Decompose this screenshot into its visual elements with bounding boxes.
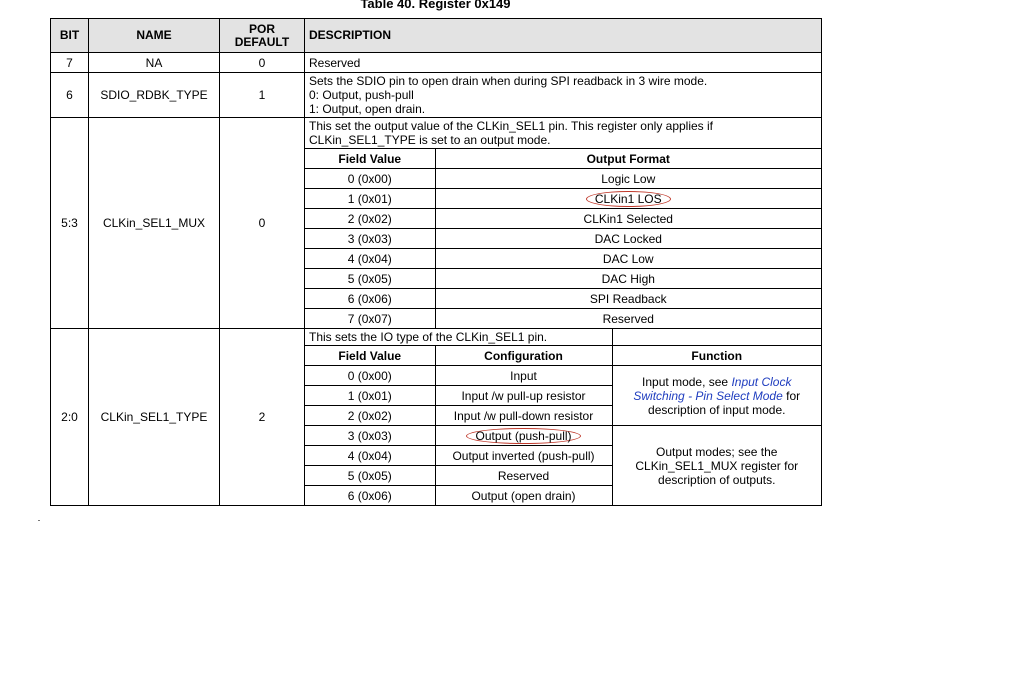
header-por-line1: POR: [248, 21, 275, 36]
field-value: 2 (0x02): [305, 209, 435, 229]
header-row: [51, 19, 822, 53]
bit-cell: 6: [51, 73, 89, 118]
configuration: Output (open drain): [435, 486, 612, 506]
output-format: DAC Locked: [435, 229, 821, 249]
bit-cell: 2:0: [51, 329, 89, 506]
description-cell: [305, 118, 822, 329]
description-line: Sets the SDIO pin to open drain when during SPI readback in 3 wire mode.: [309, 74, 708, 88]
field-value: 5 (0x05): [305, 269, 435, 289]
configuration: Input: [435, 366, 612, 386]
description-cell: [305, 329, 822, 506]
function-input-suffix: for description of input mode.: [648, 388, 801, 417]
por-cell: 0: [220, 118, 305, 329]
subtable-row: [305, 169, 821, 189]
name-cell: CLKin_SEL1_TYPE: [89, 329, 220, 506]
subtable-row: [305, 209, 821, 229]
field-value: 4 (0x04): [305, 249, 435, 269]
description-line: 0: Output, push-pull: [309, 88, 414, 102]
por-cell: 2: [220, 329, 305, 506]
por-cell: 1: [220, 73, 305, 118]
field-value: 6 (0x06): [305, 289, 435, 309]
output-format: Reserved: [435, 309, 821, 329]
subtable-header-row: [305, 149, 821, 169]
function-header: Function: [612, 346, 821, 366]
subtable-row: [305, 366, 821, 386]
configuration-table: [305, 329, 821, 505]
table-caption: Table 40. Register 0x149: [360, 0, 511, 11]
description-intro: This set the output value of the CLKin_SEL1 pin. This register only applies if CLKin_SEL1_TYPE is set to an output mode.: [309, 119, 714, 147]
por-cell: 0: [220, 53, 305, 73]
description-cell: [305, 73, 822, 118]
subtable-row: [305, 289, 821, 309]
circled-annotation: Output (push-pull): [466, 428, 580, 444]
output-format: Logic Low: [435, 169, 821, 189]
output-format: DAC High: [435, 269, 821, 289]
output-format-header: Output Format: [435, 149, 821, 169]
field-value: 0 (0x00): [305, 366, 435, 386]
subtable-row: [305, 229, 821, 249]
configuration: [435, 426, 612, 446]
field-value: 1 (0x01): [305, 386, 435, 406]
field-value: 1 (0x01): [305, 189, 435, 209]
configuration-header: Configuration: [435, 346, 612, 366]
output-format: CLKin1 Selected: [435, 209, 821, 229]
name-cell: SDIO_RDBK_TYPE: [89, 73, 220, 118]
header-bit: BIT: [51, 19, 89, 53]
name-cell: NA: [89, 53, 220, 73]
field-value: 4 (0x04): [305, 446, 435, 466]
subtable-header-row: [305, 346, 821, 366]
header-name: NAME: [89, 19, 220, 53]
bit-cell: 7: [51, 53, 89, 73]
field-value: 3 (0x03): [305, 229, 435, 249]
description-intro: This sets the IO type of the CLKin_SEL1 pin.: [309, 330, 548, 344]
description-line: 1: Output, open drain.: [309, 102, 426, 116]
blank-cell: [612, 329, 821, 346]
field-value-header: Field Value: [305, 149, 435, 169]
function-output-cell: Output modes; see the CLKin_SEL1_MUX register for description of outputs.: [612, 426, 821, 506]
header-por-default: [220, 19, 305, 53]
field-value: 7 (0x07): [305, 309, 435, 329]
subtable-row: [305, 426, 821, 446]
subtable-row: [305, 249, 821, 269]
configuration: Input /w pull-down resistor: [435, 406, 612, 426]
subtable-row: [305, 189, 821, 209]
configuration: Reserved: [435, 466, 612, 486]
header-description: DESCRIPTION: [305, 19, 822, 53]
header-por-line2: DEFAULT: [234, 34, 290, 49]
field-value: 2 (0x02): [305, 406, 435, 426]
table-row: [51, 53, 822, 73]
table-row: [51, 73, 822, 118]
stray-mark: [38, 520, 40, 521]
name-cell: CLKin_SEL1_MUX: [89, 118, 220, 329]
field-value: 0 (0x00): [305, 169, 435, 189]
output-format-table: [305, 118, 821, 328]
description-cell: Reserved: [305, 53, 822, 73]
input-clock-switching-link[interactable]: Input Clock Switching - Pin Select Mode: [633, 374, 792, 403]
field-value: 3 (0x03): [305, 426, 435, 446]
output-format: DAC Low: [435, 249, 821, 269]
output-format: [435, 189, 821, 209]
function-input-cell: [612, 366, 821, 426]
table-row: [51, 329, 822, 506]
function-input-prefix: Input mode, see: [642, 374, 732, 389]
configuration: Output inverted (push-pull): [435, 446, 612, 466]
field-value-header: Field Value: [305, 346, 435, 366]
subtable-row: [305, 269, 821, 289]
subtable-row: [305, 309, 821, 329]
register-table: [50, 18, 822, 506]
field-value: 6 (0x06): [305, 486, 435, 506]
output-format: SPI Readback: [435, 289, 821, 309]
field-value: 5 (0x05): [305, 466, 435, 486]
table-row: [51, 118, 822, 329]
configuration: Input /w pull-up resistor: [435, 386, 612, 406]
bit-cell: 5:3: [51, 118, 89, 329]
circled-annotation: CLKin1 LOS: [586, 191, 671, 207]
